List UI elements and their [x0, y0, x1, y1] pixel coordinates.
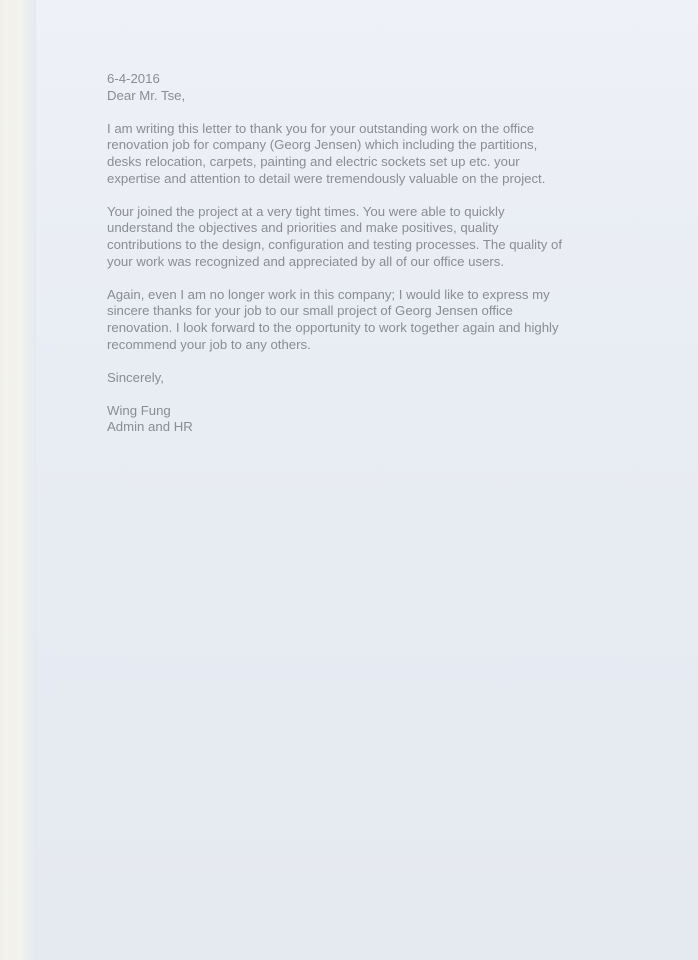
- paragraph-line: renovation job for company (Georg Jensen) which including the partitions,: [107, 137, 538, 153]
- paragraph-line: expertise and attention to detail were tremendously valuable on the project.: [107, 170, 546, 186]
- letter-salutation: Dear Mr. Tse,: [107, 87, 186, 103]
- paragraph-line: recommend your job to any others.: [107, 336, 311, 352]
- letter-body: [107, 71, 597, 436]
- paragraph-line: Again, even I am no longer work in this company; I would like to express my: [107, 286, 550, 302]
- paragraph-line: desks relocation, carpets, painting and electric sockets set up etc. your: [107, 153, 520, 169]
- letter-date: 6-4-2016: [107, 71, 160, 86]
- paragraph-line: understand the objectives and priorities and make positives, quality: [107, 220, 499, 236]
- paragraph-line: contributions to the design, configuration and testing processes. The quality of: [107, 236, 563, 252]
- paragraph-line: your work was recognized and appreciated by all of our office users.: [107, 253, 505, 269]
- signer-name: Wing Fung: [107, 402, 171, 418]
- paragraph-3: [107, 287, 597, 353]
- paragraph-2: [107, 204, 597, 270]
- paragraph-line: sincere thanks for your job to our small project of Georg Jensen office: [107, 303, 513, 319]
- paragraph-line: Your joined the project at a very tight times. You were able to quickly: [107, 203, 505, 219]
- paragraph-line: I am writing this letter to thank you for your outstanding work on the office: [107, 120, 535, 136]
- signer-title: Admin and HR: [107, 419, 193, 435]
- paragraph-1: [107, 121, 597, 187]
- paragraph-line: renovation. I look forward to the opportunity to work together again and highly: [107, 319, 559, 335]
- letter-closing: Sincerely,: [107, 369, 164, 385]
- scan-edge: [0, 0, 36, 960]
